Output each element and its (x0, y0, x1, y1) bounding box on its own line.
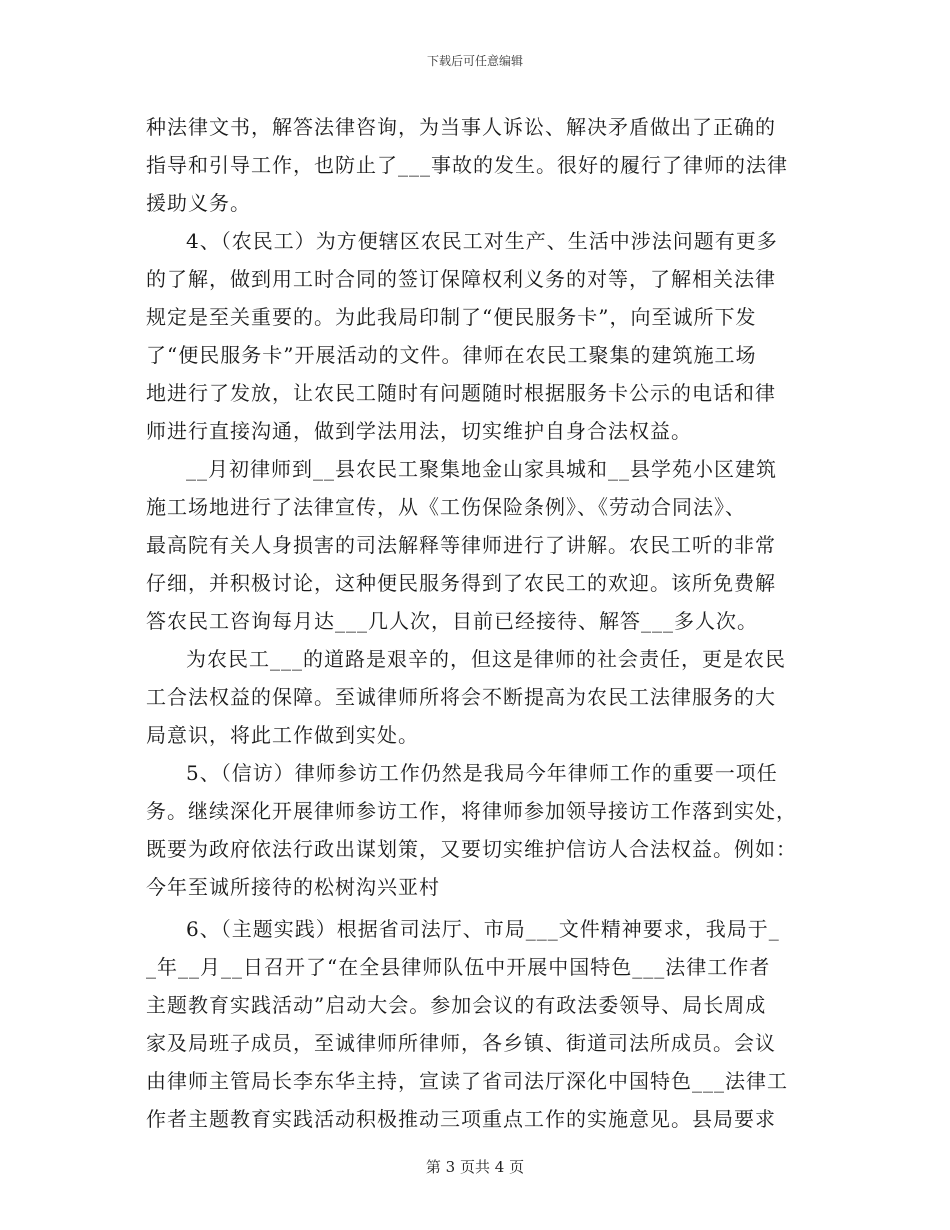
text-line: 仔细，并积极讨论，这种便民服务得到了农民工的欢迎。该所免费解 (146, 571, 776, 595)
text-line: 由律师主管局长李东华主持，宣读了省司法厅深化中国特色___法律工 (146, 1069, 788, 1093)
text-line: 家及局班子成员，至诚律师所律师，各乡镇、街道司法所成员。会议 (146, 1031, 776, 1055)
paragraph-start-line: 5、（信访）律师参访工作仍然是我局今年律师工作的重要一项任 (186, 761, 778, 785)
paragraph-start-line: 为农民工___的道路是艰辛的，但这是律师的社会责任，更是农民 (186, 647, 786, 671)
paragraph-start-line: __月初律师到__县农民工聚集地金山家具城和__县学苑小区建筑 (186, 457, 777, 481)
text-line: 答农民工咨询每月达___几人次，目前已经接待、解答___多人次。 (146, 609, 758, 633)
paragraph-start-line: 6、（主题实践）根据省司法厅、市局___文件精神要求，我局于_ (186, 917, 780, 941)
text-line: 最高院有关人身损害的司法解释等律师进行了讲解。农民工听的非常 (146, 533, 776, 557)
text-line: 了“便民服务卡”开展活动的文件。律师在农民工聚集的建筑施工场 (146, 343, 757, 367)
page-header: 下载后可任意编辑 (426, 54, 523, 68)
paragraph-start-line: 4、（农民工）为方便辖区农民工对生产、生活中涉法问题有更多 (186, 229, 778, 253)
text-line: 今年至诚所接待的松树沟兴亚村 (146, 875, 440, 899)
text-line: 规定是至关重要的。为此我局印制了“便民服务卡”，向至诚所下发 (146, 305, 757, 329)
text-line: 指导和引导工作，也防止了___事故的发生。很好的履行了律师的法律 (146, 153, 788, 177)
text-line: 主题教育实践活动”启动大会。参加会议的有政法委领导、局长周成 (146, 993, 767, 1017)
text-line: 种法律文书，解答法律咨询，为当事人诉讼、解决矛盾做出了正确的 (146, 115, 776, 139)
text-line: _年__月__日召开了“在全县律师队伍中开展中国特色___法律工作者 (146, 955, 771, 979)
text-line: 师进行直接沟通，做到学法用法，切实维护自身合法权益。 (146, 419, 692, 443)
text-line: 既要为政府依法行政出谋划策，又要切实维护信访人合法权益。例如： (146, 837, 797, 861)
text-line: 援助义务。 (146, 191, 251, 215)
text-line: 作者主题教育实践活动积极推动三项重点工作的实施意见。县局要求 (146, 1107, 776, 1131)
page-footer: 第 3 页共 4 页 (425, 1158, 525, 1176)
document-body (146, 108, 811, 1138)
text-line: 务。继续深化开展律师参访工作，将律师参加领导接访工作落到实处， (146, 799, 797, 823)
text-line: 工合法权益的保障。至诚律师所将会不断提高为农民工法律服务的大 (146, 685, 776, 709)
text-line: 的了解，做到用工时合同的签订保障权利义务的对等，了解相关法律 (146, 267, 776, 291)
text-line: 地进行了发放，让农民工随时有问题随时根据服务卡公示的电话和律 (146, 381, 776, 405)
text-line: 局意识，将此工作做到实处。 (146, 723, 419, 747)
text-line: 施工场地进行了法律宣传，从《工伤保险条例》、《劳动合同法》、 (146, 495, 746, 519)
